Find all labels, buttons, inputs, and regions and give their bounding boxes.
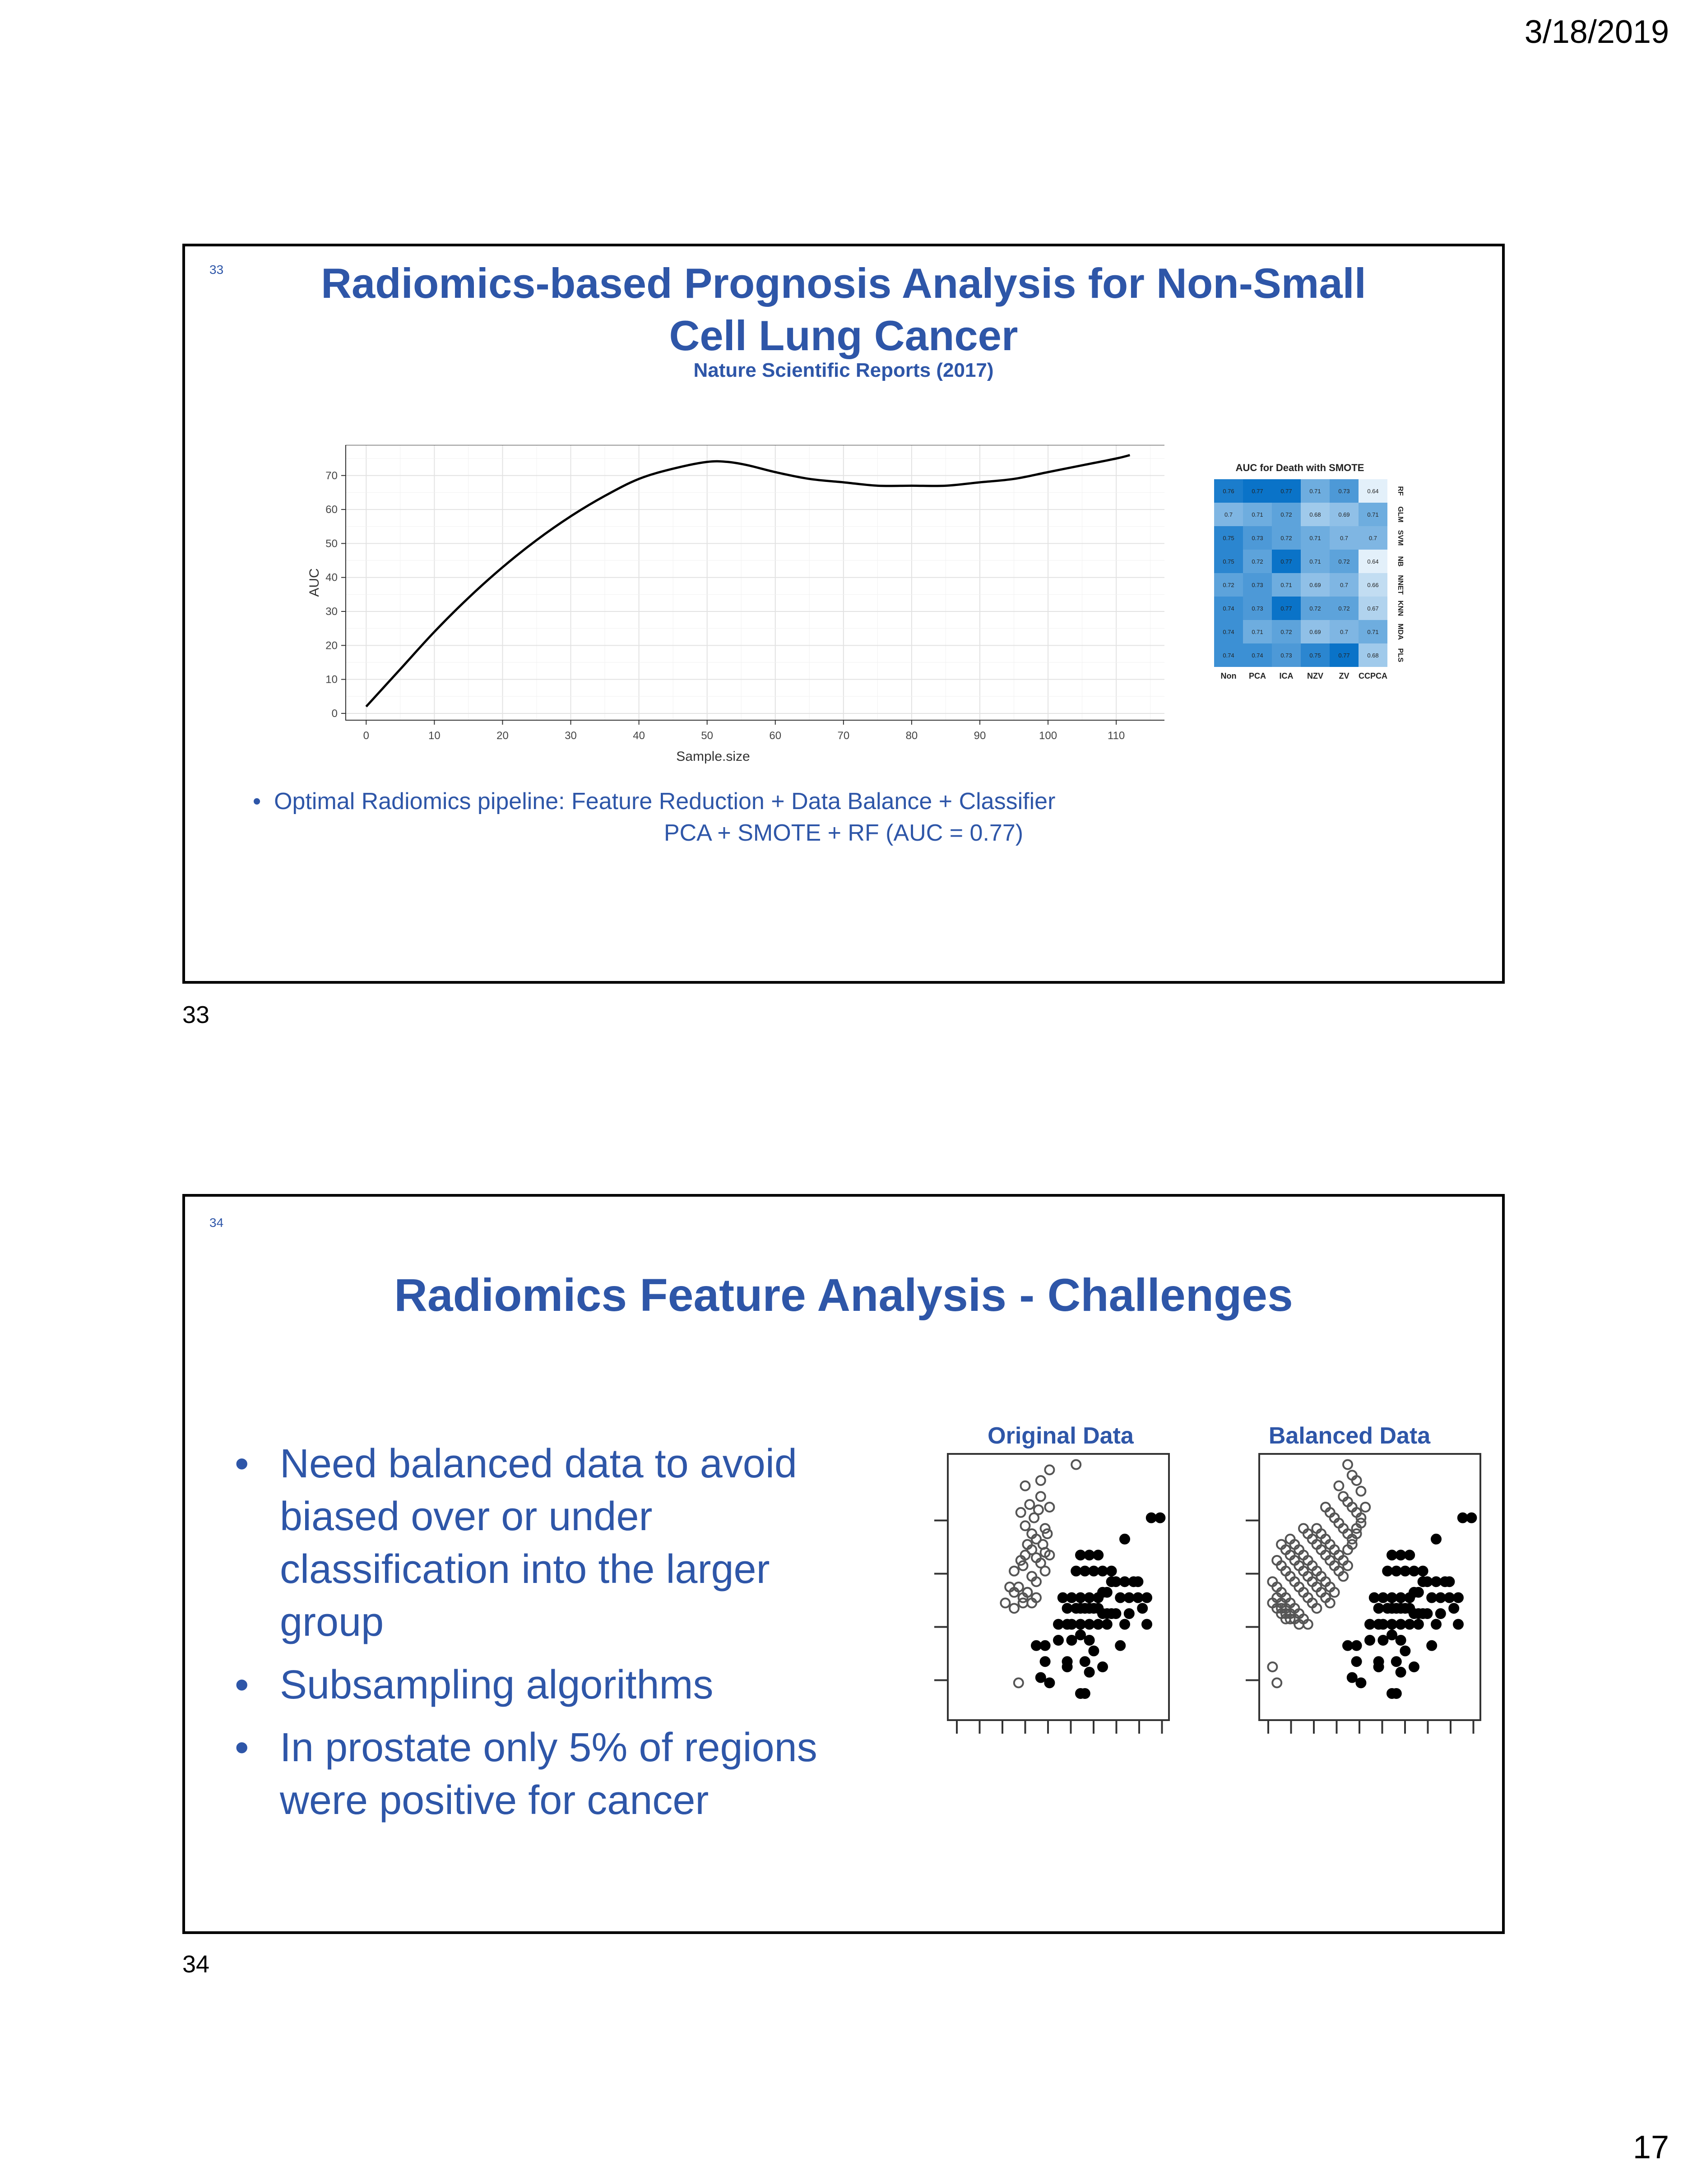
bullet-item bbox=[235, 1438, 867, 1649]
heatmap-cell-value: 0.77 bbox=[1280, 558, 1292, 565]
scatter-point-filled bbox=[1436, 1609, 1445, 1618]
bullet-dot: • bbox=[235, 1662, 249, 1707]
heatmap-cell-value: 0.74 bbox=[1223, 629, 1234, 635]
scatter-point-filled bbox=[1058, 1593, 1067, 1602]
heatmap-row-label: GLM bbox=[1396, 506, 1404, 523]
scatter-point-filled bbox=[1089, 1567, 1098, 1576]
scatter-point-filled bbox=[1103, 1588, 1112, 1597]
scatter-point-filled bbox=[1445, 1577, 1454, 1586]
scatter-point-filled bbox=[1378, 1593, 1387, 1602]
scatter-point-filled bbox=[1396, 1620, 1405, 1629]
scatter-point-filled bbox=[1405, 1550, 1414, 1559]
heatmap-cell-value: 0.72 bbox=[1280, 511, 1292, 518]
scatter-point-filled bbox=[1094, 1620, 1103, 1629]
scatter-point-open bbox=[1045, 1465, 1054, 1474]
scatter-point-open bbox=[1272, 1678, 1281, 1687]
scatter-point-filled bbox=[1063, 1604, 1072, 1613]
x-tick-label: 0 bbox=[363, 730, 370, 742]
scatter-original bbox=[934, 1454, 1169, 1734]
x-tick-label: 20 bbox=[496, 730, 509, 742]
slide-34 bbox=[182, 1194, 1505, 1934]
heatmap-row-label: RF bbox=[1396, 486, 1404, 496]
scatter-point-filled bbox=[1120, 1535, 1129, 1544]
scatter-point-filled bbox=[1085, 1550, 1094, 1559]
page-date: 3/18/2019 bbox=[1524, 14, 1669, 50]
bullet-item bbox=[235, 1721, 867, 1827]
heatmap-row-labels bbox=[1396, 486, 1404, 662]
scatter-point-filled bbox=[1467, 1513, 1476, 1522]
heatmap-cell-value: 0.69 bbox=[1309, 582, 1321, 588]
scatter-point-open bbox=[1016, 1508, 1025, 1517]
heatmap-cell-value: 0.69 bbox=[1309, 629, 1321, 635]
scatter-point-filled bbox=[1419, 1567, 1428, 1576]
scatter-point-filled bbox=[1125, 1609, 1134, 1618]
heatmap-cell-value: 0.73 bbox=[1280, 652, 1292, 659]
y-tick-label: 20 bbox=[325, 639, 338, 652]
scatter-point-filled bbox=[1054, 1620, 1063, 1629]
scatter-point-filled bbox=[1410, 1567, 1419, 1576]
heatmap-cell-value: 0.7 bbox=[1340, 582, 1349, 588]
scatter-frame bbox=[948, 1454, 1169, 1720]
scatter-point-filled bbox=[1076, 1620, 1085, 1629]
x-tick-label: 110 bbox=[1108, 730, 1125, 742]
scatter-point-filled bbox=[1396, 1668, 1405, 1677]
scatter-point-filled bbox=[1419, 1577, 1428, 1586]
heatmap-cell-value: 0.74 bbox=[1223, 605, 1234, 612]
scatter-point-open bbox=[1014, 1678, 1023, 1687]
slide-small-number: 33 bbox=[209, 263, 224, 277]
scatter-point-filled bbox=[1374, 1604, 1383, 1613]
y-tick-label: 40 bbox=[325, 571, 338, 584]
scatter-point-filled bbox=[1076, 1593, 1085, 1602]
y-tick-label: 60 bbox=[325, 504, 338, 516]
heatmap-cell-value: 0.72 bbox=[1338, 605, 1350, 612]
heatmap-cell-value: 0.7 bbox=[1340, 629, 1349, 635]
scatter-point-open bbox=[1036, 1476, 1045, 1485]
scatter-point-filled bbox=[1352, 1657, 1361, 1666]
heatmap-cells bbox=[1214, 479, 1387, 667]
balanced-data-scatter bbox=[1228, 1449, 1489, 1743]
heatmap-cell-value: 0.72 bbox=[1280, 535, 1292, 541]
scatter-point-filled bbox=[1120, 1620, 1129, 1629]
heatmap-cell-value: 0.71 bbox=[1252, 511, 1263, 518]
x-tick-label: 50 bbox=[701, 730, 714, 742]
scatter-point-filled bbox=[1085, 1593, 1094, 1602]
bullet-line: were positive for cancer bbox=[280, 1778, 709, 1823]
x-tick-label: 70 bbox=[837, 730, 850, 742]
heatmap-column-label: PCA bbox=[1248, 671, 1266, 680]
heatmap-cell-value: 0.71 bbox=[1280, 582, 1292, 588]
bullet-line: Subsampling algorithms bbox=[280, 1662, 714, 1707]
bullet-line: biased over or under bbox=[280, 1494, 653, 1539]
scatter-point-filled bbox=[1414, 1620, 1423, 1629]
scatter-point-filled bbox=[1081, 1567, 1090, 1576]
scatter-point-filled bbox=[1383, 1567, 1392, 1576]
scatter-point-filled bbox=[1041, 1657, 1050, 1666]
scatter-point-filled bbox=[1133, 1593, 1142, 1602]
scatter-point-filled bbox=[1067, 1636, 1076, 1645]
scatter-point-filled bbox=[1374, 1662, 1383, 1671]
heatmap-cell-value: 0.77 bbox=[1280, 605, 1292, 612]
scatter-point-filled bbox=[1098, 1662, 1107, 1671]
scatter-point-filled bbox=[1067, 1620, 1076, 1629]
scatter-point-filled bbox=[1458, 1513, 1467, 1522]
heatmap-cell-value: 0.72 bbox=[1309, 605, 1321, 612]
scatter-point-filled bbox=[1378, 1636, 1387, 1645]
scatter-point-filled bbox=[1352, 1641, 1361, 1650]
scatter-point-filled bbox=[1107, 1577, 1116, 1586]
heatmap-cell-value: 0.73 bbox=[1338, 488, 1350, 495]
scatter-point-filled bbox=[1400, 1647, 1410, 1656]
scatter-point-filled bbox=[1054, 1636, 1063, 1645]
scatter-point-filled bbox=[1133, 1577, 1142, 1586]
scatter-point-filled bbox=[1142, 1620, 1151, 1629]
panel-left-title: Original Data bbox=[988, 1423, 1134, 1449]
scatter-point-open bbox=[1025, 1500, 1034, 1509]
heatmap-column-label: ZV bbox=[1339, 671, 1349, 680]
bullet-item bbox=[253, 788, 1055, 815]
heatmap-cell-value: 0.73 bbox=[1252, 605, 1263, 612]
heatmap-cell-value: 0.68 bbox=[1309, 511, 1321, 518]
scatter-point-filled bbox=[1045, 1678, 1054, 1687]
x-tick-label: 90 bbox=[974, 730, 986, 742]
y-axis-label: AUC bbox=[307, 568, 322, 597]
scatter-point-open bbox=[1021, 1481, 1030, 1490]
scatter-point-filled bbox=[1396, 1550, 1405, 1559]
scatter-point-filled bbox=[1396, 1593, 1405, 1602]
heatmap-column-labels bbox=[1221, 671, 1388, 680]
scatter-point-filled bbox=[1343, 1641, 1352, 1650]
scatter-point-filled bbox=[1041, 1641, 1050, 1650]
heatmap-cell-value: 0.64 bbox=[1367, 488, 1379, 495]
scatter-point-open bbox=[1010, 1604, 1019, 1613]
scatter-point-filled bbox=[1410, 1662, 1419, 1671]
scatter-frame bbox=[1259, 1454, 1480, 1720]
scatter-point-filled bbox=[1370, 1593, 1379, 1602]
heatmap-cell-value: 0.7 bbox=[1224, 511, 1233, 518]
bullet-dot: • bbox=[235, 1441, 249, 1486]
scatter-point-filled bbox=[1432, 1620, 1441, 1629]
heatmap-cell-value: 0.71 bbox=[1367, 629, 1379, 635]
y-tick-label: 50 bbox=[325, 537, 338, 550]
chart-grid bbox=[346, 445, 1164, 720]
heatmap-cell-value: 0.76 bbox=[1223, 488, 1234, 495]
scatter-point-filled bbox=[1396, 1636, 1405, 1645]
scatter-point-filled bbox=[1387, 1630, 1396, 1639]
bullet-line: Need balanced data to avoid bbox=[280, 1441, 797, 1486]
slide-33-number: 33 bbox=[182, 1001, 210, 1028]
bullet-continuation: PCA + SMOTE + RF (AUC = 0.77) bbox=[663, 820, 1024, 846]
heatmap-cell-value: 0.77 bbox=[1338, 652, 1350, 659]
scatter-point-filled bbox=[1378, 1620, 1387, 1629]
heatmap-cell-value: 0.71 bbox=[1309, 558, 1321, 565]
slide-small-number: 34 bbox=[209, 1216, 224, 1230]
heatmap-cell-value: 0.66 bbox=[1367, 582, 1379, 588]
scatter-point-filled bbox=[1067, 1593, 1076, 1602]
bullet-item bbox=[235, 1659, 867, 1712]
scatter-point-filled bbox=[1445, 1593, 1454, 1602]
heatmap-cell-value: 0.75 bbox=[1223, 558, 1234, 565]
scatter-point-open bbox=[1356, 1487, 1365, 1496]
heatmap-cell-value: 0.64 bbox=[1367, 558, 1379, 565]
bullet-dot: • bbox=[253, 788, 274, 814]
scatter-point-filled bbox=[1392, 1689, 1401, 1698]
scatter-point-filled bbox=[1356, 1678, 1365, 1687]
scatter-balanced bbox=[1246, 1454, 1480, 1734]
heatmap-column-label: NZV bbox=[1307, 671, 1323, 680]
x-tick-label: 30 bbox=[565, 730, 577, 742]
scatter-point-filled bbox=[1071, 1567, 1081, 1576]
y-tick-label: 0 bbox=[331, 707, 338, 720]
scatter-point-open bbox=[1001, 1598, 1010, 1607]
heatmap-cell-value: 0.72 bbox=[1252, 558, 1263, 565]
scatter-point-filled bbox=[1392, 1567, 1401, 1576]
scatter-point-filled bbox=[1103, 1620, 1112, 1629]
scatter-point-filled bbox=[1436, 1593, 1445, 1602]
bullet-line: In prostate only 5% of regions bbox=[280, 1725, 817, 1770]
scatter-point-filled bbox=[1085, 1620, 1094, 1629]
scatter-point-open bbox=[1361, 1503, 1370, 1512]
scatter-point-filled bbox=[1427, 1641, 1436, 1650]
slide-title bbox=[185, 257, 1502, 362]
scatter-point-filled bbox=[1111, 1609, 1120, 1618]
scatter-point-open bbox=[1021, 1521, 1030, 1530]
scatter-point-filled bbox=[1138, 1604, 1147, 1613]
scatter-point-filled bbox=[1432, 1577, 1441, 1586]
scatter-point-open bbox=[1343, 1460, 1352, 1469]
bullet-dot: • bbox=[235, 1725, 249, 1770]
scatter-point-filled bbox=[1085, 1636, 1094, 1645]
scatter-point-filled bbox=[1387, 1550, 1396, 1559]
scatter-point-open bbox=[1010, 1567, 1019, 1576]
heatmap-cell-value: 0.77 bbox=[1252, 488, 1263, 495]
heatmap-row-label: SVM bbox=[1396, 530, 1404, 546]
heatmap-cell-value: 0.71 bbox=[1309, 535, 1321, 541]
scatter-point-filled bbox=[1098, 1567, 1107, 1576]
y-tick-label: 10 bbox=[325, 673, 338, 686]
scatter-point-filled bbox=[1449, 1604, 1458, 1613]
bullet-list bbox=[235, 1438, 867, 1827]
x-tick-label: 40 bbox=[633, 730, 645, 742]
scatter-point-filled bbox=[1392, 1657, 1401, 1666]
scatter-point-filled bbox=[1432, 1535, 1441, 1544]
heatmap-cell-value: 0.68 bbox=[1367, 652, 1379, 659]
scatter-point-filled bbox=[1125, 1593, 1134, 1602]
scatter-point-filled bbox=[1348, 1673, 1357, 1682]
scatter-point-open bbox=[1041, 1567, 1050, 1576]
heatmap-cell-value: 0.71 bbox=[1252, 629, 1263, 635]
scatter-point-filled bbox=[1107, 1567, 1116, 1576]
heatmap-cell-value: 0.75 bbox=[1223, 535, 1234, 541]
slide-subtitle: Nature Scientific Reports (2017) bbox=[693, 359, 994, 381]
scatter-point-filled bbox=[1116, 1641, 1125, 1650]
heatmap-row-label: MDA bbox=[1396, 623, 1404, 640]
scatter-point-filled bbox=[1089, 1647, 1098, 1656]
scatter-point-open bbox=[1334, 1481, 1343, 1490]
heatmap-cell-value: 0.71 bbox=[1309, 488, 1321, 495]
heatmap-cell-value: 0.69 bbox=[1338, 511, 1350, 518]
scatter-point-filled bbox=[1423, 1609, 1432, 1618]
scatter-point-filled bbox=[1454, 1593, 1463, 1602]
scatter-point-filled bbox=[1081, 1689, 1090, 1698]
scatter-point-filled bbox=[1387, 1620, 1396, 1629]
bullet-line: classification into the larger bbox=[280, 1547, 770, 1592]
scatter-point-filled bbox=[1427, 1593, 1436, 1602]
x-tick-label: 60 bbox=[769, 730, 782, 742]
y-tick-label: 30 bbox=[325, 606, 338, 618]
scatter-point-filled bbox=[1387, 1593, 1396, 1602]
scatter-point-filled bbox=[1116, 1593, 1125, 1602]
scatter-point-open bbox=[1034, 1505, 1043, 1514]
scatter-point-filled bbox=[1120, 1577, 1129, 1586]
x-tick-label: 100 bbox=[1039, 730, 1057, 742]
heatmap-cell-value: 0.67 bbox=[1367, 605, 1379, 612]
scatter-point-filled bbox=[1400, 1567, 1410, 1576]
heatmap-row-label: PLS bbox=[1396, 648, 1404, 662]
scatter-point-filled bbox=[1063, 1662, 1072, 1671]
heatmap-cell-value: 0.77 bbox=[1280, 488, 1292, 495]
heatmap-cell-value: 0.73 bbox=[1252, 582, 1263, 588]
heatmap-column-label: Non bbox=[1220, 671, 1237, 680]
scatter-point-filled bbox=[1032, 1641, 1041, 1650]
scatter-point-open bbox=[1071, 1460, 1081, 1469]
heatmap-cell-value: 0.7 bbox=[1368, 535, 1377, 541]
scatter-point-filled bbox=[1405, 1620, 1414, 1629]
heatmap-cell-value: 0.74 bbox=[1223, 652, 1234, 659]
scatter-point-filled bbox=[1142, 1593, 1151, 1602]
heatmap-row-label: NB bbox=[1396, 556, 1404, 567]
slide-title-line1: Radiomics-based Prognosis Analysis for Non-Small bbox=[321, 259, 1366, 307]
scatter-point-filled bbox=[1081, 1657, 1090, 1666]
slide-33 bbox=[182, 244, 1505, 984]
scatter-point-filled bbox=[1365, 1620, 1374, 1629]
heatmap-cell-value: 0.71 bbox=[1367, 511, 1379, 518]
auc-line-chart bbox=[298, 445, 1164, 770]
x-tick-label: 10 bbox=[428, 730, 441, 742]
heatmap-column-label: CCPCA bbox=[1358, 671, 1388, 680]
heatmap-cell-value: 0.72 bbox=[1280, 629, 1292, 635]
heatmap-cell-value: 0.72 bbox=[1338, 558, 1350, 565]
original-data-scatter bbox=[916, 1449, 1178, 1743]
scatter-point-filled bbox=[1155, 1513, 1164, 1522]
scatter-point-filled bbox=[1085, 1668, 1094, 1677]
heatmap-cell-value: 0.73 bbox=[1252, 535, 1263, 541]
heatmap-row-label: KNN bbox=[1396, 600, 1404, 616]
scatter-point-filled bbox=[1076, 1550, 1085, 1559]
scatter-point-filled bbox=[1365, 1636, 1374, 1645]
heatmap-column-label: ICA bbox=[1279, 671, 1294, 680]
scatter-point-filled bbox=[1414, 1588, 1423, 1597]
scatter-point-open bbox=[1036, 1492, 1045, 1501]
scatter-point-open bbox=[1268, 1662, 1277, 1671]
heatmap-cell-value: 0.75 bbox=[1309, 652, 1321, 659]
heatmap-cell-value: 0.74 bbox=[1252, 652, 1263, 659]
y-tick-label: 70 bbox=[325, 469, 338, 482]
bullet-text: Optimal Radiomics pipeline: Feature Reduction + Data Balance + Classifier bbox=[274, 788, 1056, 814]
scatter-point-filled bbox=[1454, 1620, 1463, 1629]
heatmap-cell-value: 0.72 bbox=[1223, 582, 1234, 588]
auc-heatmap bbox=[1210, 458, 1426, 693]
scatter-point-open bbox=[1045, 1503, 1054, 1512]
x-tick-label: 80 bbox=[905, 730, 918, 742]
scatter-point-filled bbox=[1094, 1550, 1103, 1559]
heatmap-cell-value: 0.7 bbox=[1340, 535, 1349, 541]
bullet-line: group bbox=[280, 1600, 384, 1645]
scatter-point-filled bbox=[1036, 1673, 1045, 1682]
x-axis-label: Sample.size bbox=[676, 749, 750, 764]
slide-title-line2: Cell Lung Cancer bbox=[669, 312, 1018, 359]
heatmap-row-label: NNET bbox=[1396, 575, 1404, 595]
heatmap-title: AUC for Death with SMOTE bbox=[1235, 462, 1364, 473]
page-number: 17 bbox=[1632, 2129, 1669, 2165]
scatter-point-filled bbox=[1076, 1630, 1085, 1639]
scatter-point-filled bbox=[1147, 1513, 1156, 1522]
panel-right-title: Balanced Data bbox=[1268, 1423, 1431, 1449]
slide-title: Radiomics Feature Analysis - Challenges bbox=[394, 1269, 1293, 1321]
slide-34-number: 34 bbox=[182, 1951, 210, 1978]
